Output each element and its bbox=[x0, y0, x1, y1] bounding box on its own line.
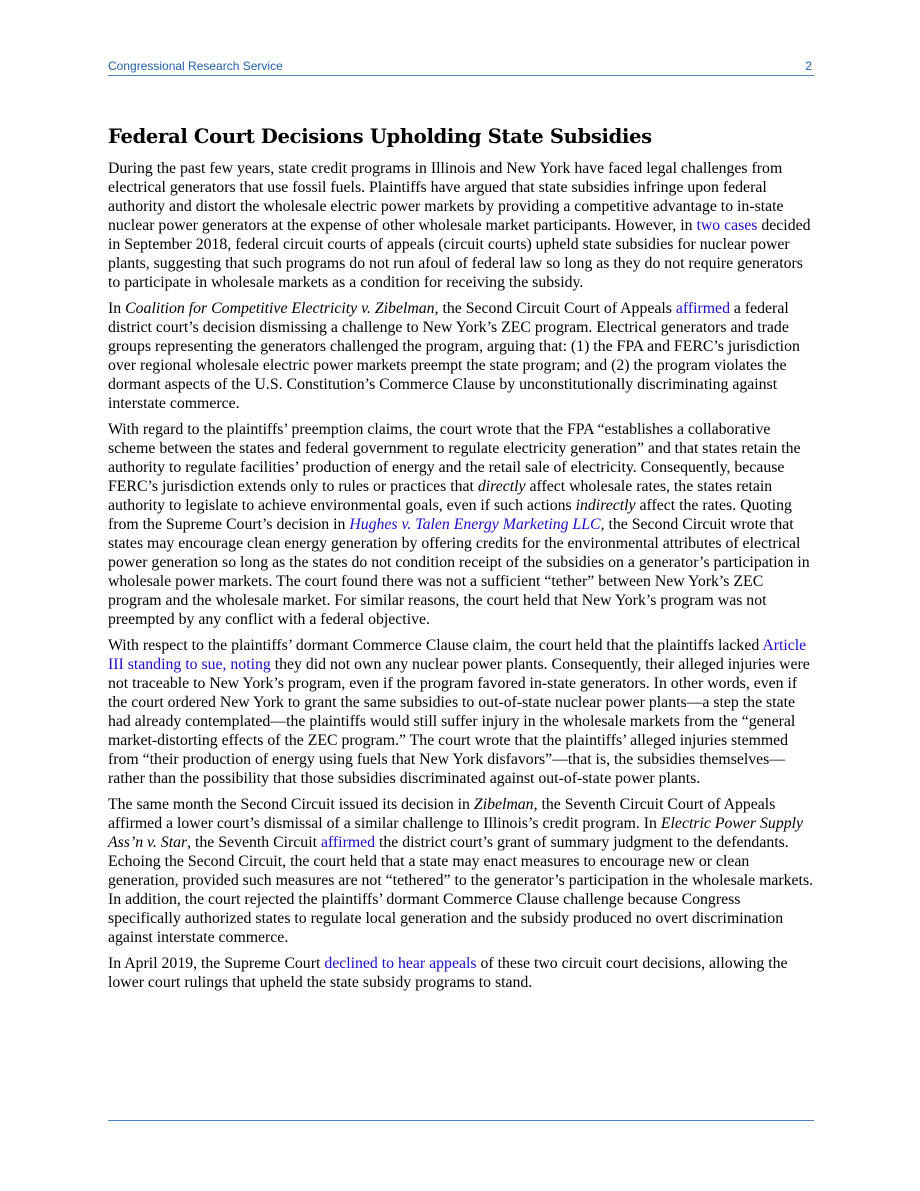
p6-text-a: In April 2019, the Supreme Court bbox=[108, 955, 325, 972]
p3-text-c: affect the rates. Quoting from the Supreme Court’s decision in bbox=[108, 497, 792, 533]
page-header bbox=[108, 57, 814, 76]
affirmed-link-seventh-circuit[interactable]: affirmed bbox=[320, 834, 376, 851]
paragraph-5 bbox=[108, 795, 814, 947]
p4-text-a: With respect to the plaintiffs’ dormant Commerce Clause claim, the court held that the plaintiffs lacked bbox=[108, 637, 763, 654]
paragraph-2 bbox=[108, 299, 814, 413]
p3-text-b: affect wholesale rates, the states retain authority to legislate to achieve environmental goals, even if such actions bbox=[108, 478, 773, 514]
p5-text-d: the district court’s grant of summary judgment to the defendants. Echoing the Second Circuit, the court held that a state may enact measures to encourage new or clean generation, provided such measures are not “tethered” to the generator’s participation in the wholesale markets. In addition, the court rejected the plaintiffs’ dormant Commerce Clause challenge because Congress specifically authorized states to regulate local generation and the subsidy produced no overt discrimination against interstate commerce. bbox=[108, 834, 814, 946]
p3-text-d: , the Second Circuit wrote that states may encourage clean energy generation by offering credits for the environmental attributes of electrical power generation so long as the states do not condition receipt of the subsidies on a generator’s participation in wholesale power markets. The court found there was not a sufficient “tether” between New York’s ZEC program and the wholesale market. For similar reasons, the court held that New York’s program was not preempted by any conflict with a federal objective. bbox=[108, 516, 810, 628]
p5-text-c: , the Seventh Circuit bbox=[187, 834, 321, 851]
document-body bbox=[108, 124, 814, 999]
paragraph-6 bbox=[108, 954, 814, 992]
case-name-star: Electric Power Supply Ass’n v. Star bbox=[108, 815, 804, 851]
header-title: Congressional Research Service bbox=[108, 59, 283, 73]
p3-text-a: With regard to the plaintiffs’ preemption claims, the court wrote that the FPA “establishes a collaborative scheme between the states and federal government to regulate electricity generation” and that states retain the authority to regulate facilities’ production of energy and the retail sale of electricity. Consequently, because FERC’s jurisdiction extends only to rules or practices that bbox=[108, 421, 801, 495]
p3-emphasis-indirectly: indirectly bbox=[575, 497, 636, 514]
p5-text-a: The same month the Second Circuit issued its decision in bbox=[108, 796, 474, 813]
p5-text-b: , the Seventh Circuit Court of Appeals affirmed a lower court’s dismissal of a similar challenge to Illinois’s credit program. In bbox=[108, 796, 776, 832]
declined-appeals-link[interactable]: declined to hear appeals bbox=[324, 955, 477, 972]
hughes-case-name: Hughes v. Talen Energy Marketing LLC bbox=[349, 516, 601, 533]
paragraph-4 bbox=[108, 636, 814, 788]
p2-text-c: a federal district court’s decision dismissing a challenge to New York’s ZEC program. Electrical generators and trade groups representing the generators challenged the program, arguing that: (1) the FPA and FERC’s jurisdiction over regional wholesale electric power markets preempt the state program; and (2) the program violates the dormant aspects of the U.S. Constitution’s Commerce Clause by unconstitutionally discriminating against interstate commerce. bbox=[108, 300, 800, 412]
paragraph-3 bbox=[108, 420, 814, 629]
p5-emphasis-zibelman: Zibelman bbox=[473, 796, 534, 813]
hughes-case-link[interactable] bbox=[349, 516, 600, 533]
p1-text-a: During the past few years, state credit programs in Illinois and New York have faced legal challenges from electrical generators that use fossil fuels. Plaintiffs have argued that state subsidies infringe upon federal authority and distort the wholesale electric power markets by providing a competitive advantage to in-state nuclear power generators at the expense of other wholesale market participants. However, in bbox=[108, 160, 784, 234]
case-name-zibelman: Coalition for Competitive Electricity v. Zibelman bbox=[125, 300, 435, 317]
page-number: 2 bbox=[805, 59, 812, 73]
p2-text-b: , the Second Circuit Court of Appeals bbox=[434, 300, 676, 317]
section-title: Federal Court Decisions Upholding State Subsidies bbox=[108, 125, 652, 148]
p4-text-b: they did not own any nuclear power plants. Consequently, their alleged injuries were not traceable to New York’s program, even if the program favored in-state generators. In other words, even if the court ordered New York to grant the same subsidies to out-of-state nuclear power plants—a step the state had already contemplated—the plaintiffs would still suffer injury in the wholesale markets from the “general market-distorting effects of the ZEC program.” The court wrote that the plaintiffs’ alleged injuries stemmed from “their production of energy using fuels that New York disfavors”—that is, the subsidies themselves—rather than the possibility that those subsidies discriminated against out-of-state power plants. bbox=[108, 656, 810, 787]
p1-text-b: decided in September 2018, federal circuit courts of appeals (circuit courts) upheld state subsidies for nuclear power plants, suggesting that such programs do not run afoul of federal law so long as they do not require generators to participate in wholesale markets as a condition for receiving the subsidy. bbox=[108, 217, 811, 291]
p6-text-b: of these two circuit court decisions, allowing the lower court rulings that upheld the state subsidy programs to stand. bbox=[108, 955, 788, 991]
article-iii-standing-link[interactable]: Article III standing to sue, noting bbox=[108, 637, 807, 673]
p2-text-a: In bbox=[108, 300, 126, 317]
paragraph-1 bbox=[108, 159, 814, 292]
two-cases-link[interactable]: two cases bbox=[696, 217, 758, 234]
affirmed-link-second-circuit[interactable]: affirmed bbox=[675, 300, 730, 317]
footer-rule bbox=[108, 1120, 814, 1121]
p3-emphasis-directly: directly bbox=[477, 478, 526, 495]
